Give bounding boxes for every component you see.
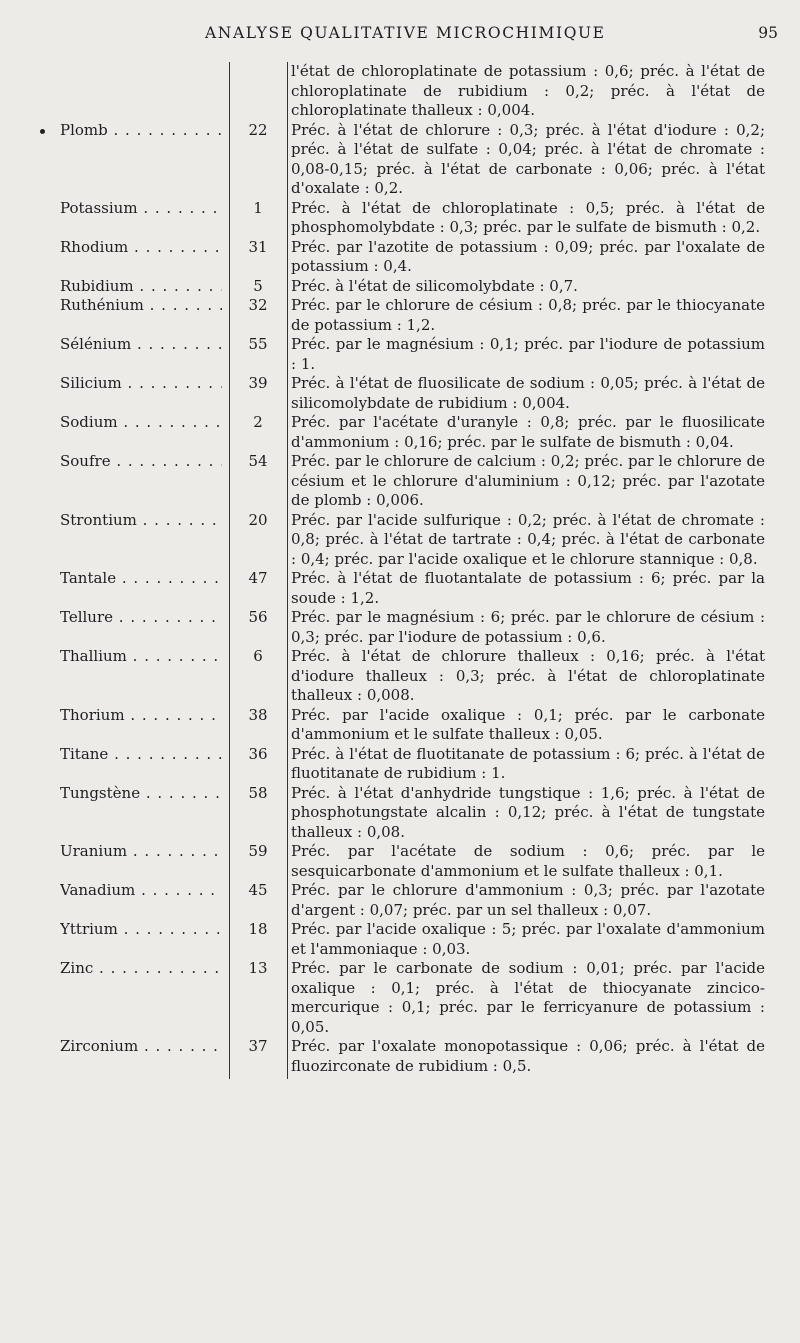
table-row (0, 959, 800, 1037)
table-row (0, 374, 800, 413)
element-number: 13 (248, 959, 268, 977)
element-number: 31 (248, 237, 268, 256)
table-row-continuation (0, 62, 800, 121)
element-description: Préc. à l'état de fluosilicate de sodium : 0,05; préc. à l'état de silicomolybdate de rubidium : 0,004. (291, 374, 765, 412)
table-row (0, 881, 800, 920)
element-number: 59 (248, 842, 268, 860)
element-description: Préc. à l'état de chlorure : 0,3; préc. à l'état d'iodure : 0,2; préc. à l'état de sulfate : 0,04; préc. à l'état de chromate : 0,08-0,15; préc. à l'état de carbonate : 0,06; préc. à l'état d'oxalate : 0,2. (291, 120, 765, 197)
table-row (0, 920, 800, 959)
element-description: Préc. par l'acétate de sodium : 0,6; préc. par le sesquicarbonate d'ammonium et le sulfate thalleux : 0,1. (291, 842, 765, 880)
element-number: 32 (248, 296, 268, 314)
element-description: Préc. à l'état de chlorure thalleux : 0,16; préc. à l'état d'iodure thalleux : 0,3; préc. à l'état de chloroplatinate thalleux : 0,008. (291, 647, 765, 704)
table-row (0, 842, 800, 881)
element-description: Préc. par l'acide oxalique : 0,1; préc. par le carbonate d'ammonium et le sulfate thalleux : 0,05. (291, 705, 765, 743)
element-number: 39 (248, 374, 268, 392)
element-number: 54 (248, 452, 268, 470)
table-row (0, 277, 800, 297)
element-name: Uranium . . . (60, 842, 222, 862)
table-row (0, 784, 800, 843)
element-number: 6 (253, 647, 263, 665)
element-number: 36 (248, 744, 268, 763)
continuation-text: l'état de chloroplatinate de potassium : 0,6; préc. à l'état de chloroplatinate de rubidium : 0,2; préc. à l'état de chloroplatinate thalleux : 0,004. (291, 62, 765, 119)
element-number: 47 (248, 569, 268, 587)
table-row (0, 413, 800, 452)
element-description: Préc. à l'état de fluotantalate de potassium : 6; préc. par la soude : 1,2. (291, 569, 765, 607)
element-name: Titane . . . (60, 745, 222, 765)
element-number: 45 (248, 881, 268, 899)
running-title: ANALYSE QUALITATIVE MICROCHIMIQUE (205, 24, 606, 42)
element-number: 2 (253, 413, 263, 431)
element-description: Préc. à l'état de chloroplatinate : 0,5; préc. à l'état de phosphomolybdate : 0,3; préc. par le sulfate de bismuth : 0,2. (291, 198, 765, 236)
element-description: Préc. par le magnésium : 0,1; préc. par l'iodure de potassium : 1. (291, 335, 765, 373)
element-number: 5 (253, 276, 263, 295)
page-number: 95 (758, 24, 778, 42)
element-description: Préc. par le chlorure de calcium : 0,2; préc. par le chlorure de césium et le chlorure d'aluminium : 0,12; préc. par l'azotate de plomb : 0,006. (291, 452, 765, 509)
table-row (0, 1037, 800, 1076)
bullet-mark (40, 129, 45, 134)
table-row (0, 706, 800, 745)
element-name: Strontium . . . (60, 511, 222, 531)
element-number: 56 (248, 608, 268, 626)
element-description: Préc. par l'oxalate monopotassique : 0,06; préc. à l'état de fluozirconate de rubidium : 0,5. (291, 1037, 765, 1075)
table-row (0, 608, 800, 647)
element-number: 38 (248, 705, 268, 724)
element-description: Préc. par le magnésium : 6; préc. par le chlorure de césium : 0,3; préc. par l'iodure de potassium : 0,6. (291, 608, 765, 646)
element-number: 37 (248, 1037, 268, 1055)
table-row (0, 238, 800, 277)
element-name: Potassium . . . (60, 199, 222, 219)
element-description: Préc. par l'acide sulfurique : 0,2; préc. à l'état de chromate : 0,8; préc. à l'état de tartrate : 0,4; préc. à l'état de carbonate : 0,4; préc. par l'acide oxalique et le chlorure stannique : 0,8. (291, 510, 765, 568)
element-name: Sodium . . . (60, 413, 222, 433)
element-number: 20 (248, 510, 268, 529)
element-description: Préc. par l'azotite de potassium : 0,09; préc. par l'oxalate de potassium : 0,4. (291, 237, 765, 275)
element-name: Tantale . . . (60, 569, 222, 589)
element-number: 1 (253, 198, 263, 217)
table-row (0, 647, 800, 706)
table-row (0, 121, 800, 199)
table-row (0, 452, 800, 511)
element-number: 58 (248, 783, 268, 802)
element-table (0, 62, 800, 1076)
element-description: Préc. à l'état d'anhydride tungstique : 1,6; préc. à l'état de phosphotungstate alcalin : 0,12; préc. à l'état de tungstate thalleux : 0,08. (291, 783, 765, 841)
table-row (0, 335, 800, 374)
element-name: Tungstène . . . (60, 784, 222, 804)
element-name: Silicium . . . (60, 374, 222, 394)
element-name: Zinc . . . (60, 959, 222, 979)
element-name: Yttrium . . . (60, 920, 222, 940)
element-description: Préc. à l'état de silicomolybdate : 0,7. (291, 276, 578, 295)
element-description: Préc. par le chlorure de césium : 0,8; préc. par le thiocyanate de potassium : 1,2. (291, 296, 765, 334)
element-number: 18 (248, 920, 268, 938)
element-description: Préc. par le carbonate de sodium : 0,01; préc. par l'acide oxalique : 0,1; préc. à l'état de thiocyanate zincico-mercurique : 0,1; préc. par le ferricyanure de potassium : 0,05. (291, 959, 765, 1036)
element-name: Soufre . . . (60, 452, 222, 472)
element-name: Rubidium . . . (60, 277, 222, 297)
table-row (0, 296, 800, 335)
table-row (0, 569, 800, 608)
element-name: Tellure . . . (60, 608, 222, 628)
element-description: Préc. à l'état de fluotitanate de potassium : 6; préc. à l'état de fluotitanate de rubidium : 1. (291, 744, 765, 782)
element-name: Thallium . . . (60, 647, 222, 667)
element-name: Rhodium . . . (60, 238, 222, 258)
element-description: Préc. par l'acétate d'uranyle : 0,8; préc. par le fluosilicate d'ammonium : 0,16; préc. par le sulfate de bismuth : 0,04. (291, 413, 765, 451)
element-name: Sélénium . . . (60, 335, 222, 355)
element-description: Préc. par le chlorure d'ammonium : 0,3; préc. par l'azotate d'argent : 0,07; préc. par un sel thalleux : 0,07. (291, 881, 765, 919)
element-name: Vanadium . . . (60, 881, 222, 901)
element-number: 55 (248, 335, 268, 353)
element-name: Plomb . . . (60, 121, 222, 141)
element-name: Thorium . . . (60, 706, 222, 726)
page-header (0, 24, 800, 50)
table-row (0, 511, 800, 570)
table-row (0, 745, 800, 784)
element-description: Préc. par l'acide oxalique : 5; préc. par l'oxalate d'ammonium et l'ammoniaque : 0,03. (291, 920, 765, 958)
element-name: Zirconium . . . (60, 1037, 222, 1057)
table-body (0, 121, 800, 1077)
element-number: 22 (248, 120, 268, 139)
element-name: Ruthénium . . . (60, 296, 222, 316)
table-row (0, 199, 800, 238)
